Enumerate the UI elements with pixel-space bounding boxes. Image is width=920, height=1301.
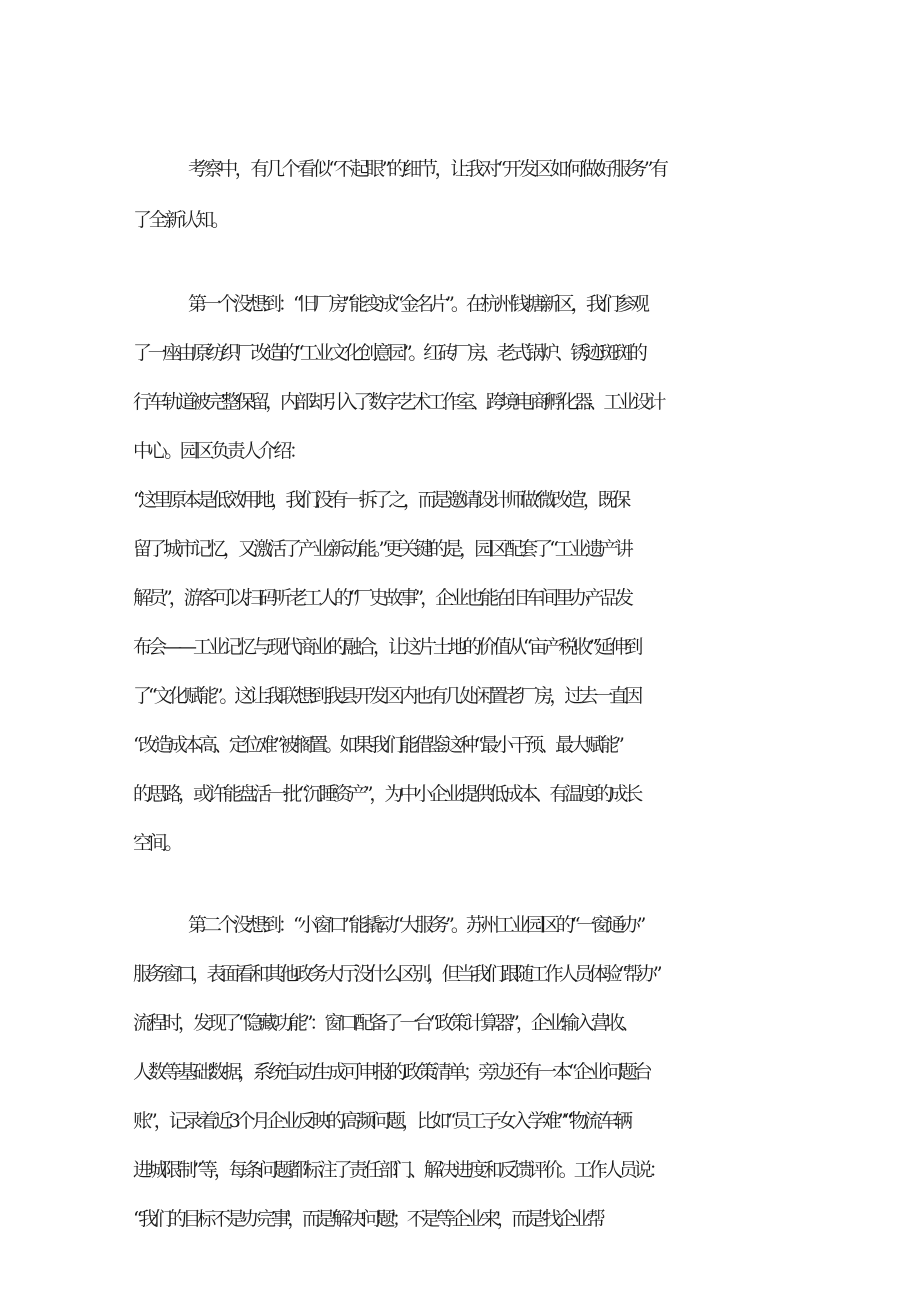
paragraph-2-line-5: “这里原本是低效用地，我们没有一拆了之，而是邀请设计师做‘微改造’，既保 xyxy=(133,489,627,511)
paragraph-2-line-9: 了“文化赋能”。这让我联想到我县开发区内也有几处闲置老厂房，过去一直因 xyxy=(133,685,640,707)
paragraph-2-line-7: 解员”，游客可以扫码听老工人的“厂史故事”，企业也能在旧车间里办产品发 xyxy=(133,587,631,609)
paragraph-3-line-6: 进城限制”等，每条问题都标注了责任部门、解决进度和反馈评价。工作人员说： xyxy=(133,1159,664,1181)
paragraph-2-line-6: 留了城市记忆，又激活了产业新动能。”更关键的是，园区配套了“工业遗产讲 xyxy=(133,538,630,560)
paragraph-2-line-1: 第一个没想到：“旧厂房”能变成“金名片”。在杭州钱塘新区，我们参观 xyxy=(188,293,646,315)
paragraph-3-line-2: 服务窗口，表面看和其他政务大厅没什么区别，但当我们跟随工作人员体验“帮办” xyxy=(133,963,659,985)
paragraph-2-line-12: 空间。 xyxy=(133,832,180,854)
paragraph-3-line-3: 流程时，发现了“隐藏功能”：窗口配备了一台“政策计算器”，企业输入营收、 xyxy=(133,1012,636,1034)
paragraph-2-line-10: “改造成本高、定位难”被搁置。如果我们能借鉴这种“最小干预、最大赋能” xyxy=(133,734,621,756)
paragraph-3-line-5: 账”，记录着近3个月企业反映的高频问题，比如“员工子女入学难”“物流车辆 xyxy=(133,1110,629,1132)
paragraph-2-line-11: 的思路，或许能盘活一批“沉睡资产”，为中小企业提供低成本、有温度的成长 xyxy=(133,783,640,805)
paragraph-2-line-8: 布会——工业记忆与现代商业的融合，让这片土地的价值从“亩产税收”延伸到 xyxy=(133,636,640,658)
paragraph-2-line-3: 行车轨道被完整保留，内部却引入了数字艺术工作室、跨境电商孵化器、工业设计 xyxy=(133,391,663,413)
paragraph-1-line-1: 考察中，有几个看似“不起眼”的细节，让我对“开发区如何做好服务”有 xyxy=(188,158,666,180)
paragraph-1-line-2: 了全新认知。 xyxy=(133,209,227,231)
paragraph-3-line-7: “我们的目标不是'办完事'，而是'解决问题'；不是'等企业来'，而是‘找企业帮 xyxy=(133,1208,602,1230)
paragraph-3-line-1: 第二个没想到：“小窗口”能撬动“大服务”。苏州工业园区的“一窗通办” xyxy=(188,914,643,936)
paragraph-3-line-4: 人数等基础数据，系统自动生成可申报的政策清单；旁边还有一本“企业问题台 xyxy=(133,1061,649,1083)
paragraph-2-line-2: 了一座由原纺织厂改造的“工业文化创意园”。红砖厂房、老式锅炉、锈迹斑斑的 xyxy=(133,342,644,364)
paragraph-2-line-4: 中心。园区负责人介绍： xyxy=(133,440,305,462)
